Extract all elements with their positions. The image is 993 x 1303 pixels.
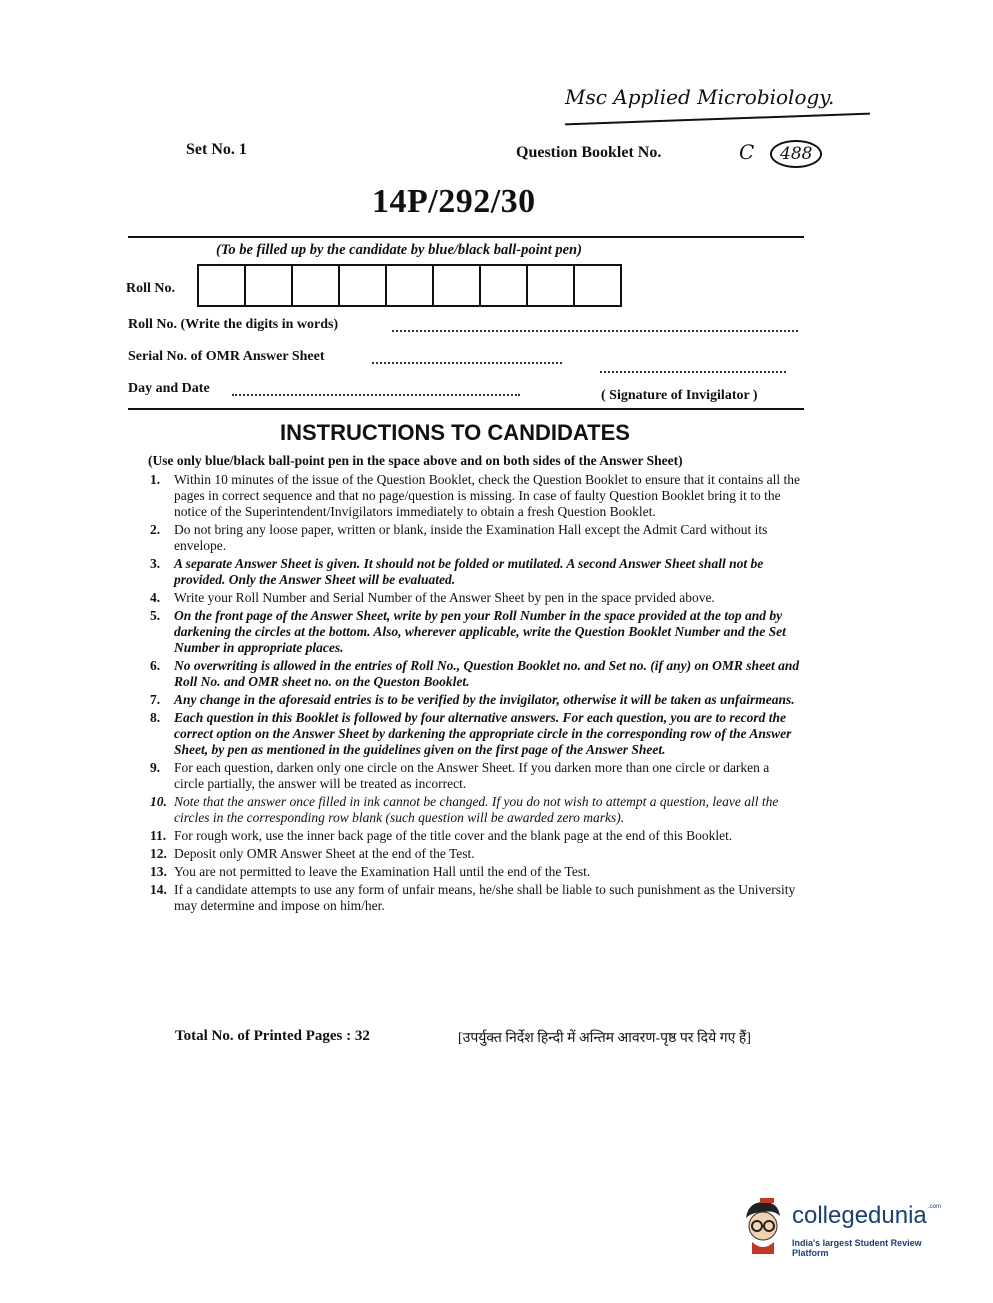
day-date-line[interactable]	[232, 394, 520, 396]
instruction-item: 14. If a candidate attempts to use any form of unfair means, he/she shall be liable to such punishment as the University may determine and impose on him/her.	[150, 882, 796, 913]
instructions-title: INSTRUCTIONS TO CANDIDATES	[280, 420, 630, 445]
instruction-item: 13. You are not permitted to leave the Examination Hall until the end of the Test.	[150, 864, 591, 879]
omr-serial-label: Serial No. of OMR Answer Sheet	[128, 349, 325, 364]
instruction-item: 4. Write your Roll Number and Serial Number of the Answer Sheet by pen in the space prvided above.	[150, 590, 715, 605]
collegedunia-logo	[738, 1196, 958, 1256]
instruction-item: 9. For each question, darken only one circle on the Answer Sheet. If you darken more than one circle or darken a circle partially, the answer will be treated as incorrect.	[150, 760, 770, 791]
question-booklet-label: Question Booklet No.	[516, 144, 662, 161]
instruction-item: 11. For rough work, use the inner back page of the title cover and the blank page at the end of this Booklet.	[150, 828, 733, 843]
roll-digit-box[interactable]	[434, 266, 481, 305]
form-rule	[128, 408, 804, 410]
roll-digit-box[interactable]	[481, 266, 528, 305]
roll-digit-box[interactable]	[340, 266, 387, 305]
brand-tagline: India's largest Student Review Platform	[792, 1238, 922, 1258]
roll-digit-box[interactable]	[246, 266, 293, 305]
roll-words-label: Roll No. (Write the digits in words)	[128, 317, 339, 332]
hindi-note: [उपर्युक्त निर्देश हिन्दी में अन्तिम आवरण-पृष्ठ पर दिये गए हैं]	[458, 1031, 751, 1046]
day-date-label: Day and Date	[128, 381, 210, 396]
instruction-item: 1. Within 10 minutes of the issue of the Question Booklet, check the Question Booklet to ensure that it contains all the pages in correct sequence and that no page/question is missing. In case of faulty Question Booklet bring it to the notice of the Superintendent/Invigilators immediately to obtain a fresh Question Booklet.	[150, 472, 800, 519]
header-rule	[128, 236, 804, 238]
roll-words-line[interactable]	[392, 330, 798, 332]
handwritten-booklet-number: 488	[770, 140, 822, 168]
mascot-icon	[738, 1196, 788, 1254]
instruction-item: 12. Deposit only OMR Answer Sheet at the end of the Test.	[150, 846, 475, 861]
roll-no-label: Roll No.	[126, 281, 175, 296]
instruction-item: 2. Do not bring any loose paper, written or blank, inside the Examination Hall except the Admit Card without its envelope.	[150, 522, 768, 553]
roll-no-boxes[interactable]	[197, 264, 622, 307]
roll-digit-box[interactable]	[199, 266, 246, 305]
instructions-intro: (Use only blue/black ball-point pen in the space above and on both sides of the Answer Sheet)	[148, 453, 683, 468]
instruction-item: 10. Note that the answer once filled in ink cannot be changed. If you do not wish to attempt a question, leave all the circles in the corresponding row blank (such question will be awarded zero marks).	[150, 794, 779, 825]
instruction-item: 6. No overwriting is allowed in the entries of Roll No., Question Booklet no. and Set no. (if any) on OMR sheet and Roll No. and OMR sheet no. on the Queston Booklet.	[150, 658, 800, 689]
signature-line[interactable]	[600, 371, 786, 373]
signature-label: ( Signature of Invigilator )	[601, 388, 758, 403]
instruction-item: 3. A separate Answer Sheet is given. It should not be folded or mutilated. A second Answer Sheet shall not be provided. Only the Answer Sheet will be evaluated.	[150, 556, 764, 587]
brand-name: collegedunia	[792, 1202, 927, 1229]
instruction-item: 5. On the front page of the Answer Sheet, write by pen your Roll Number in the space provided at the top and by darkening the circles at the bottom. Also, wherever applicable, write the Question Booklet Number and the Set Number in appropriate places.	[150, 608, 786, 655]
set-number: Set No. 1	[186, 141, 247, 158]
instructions-list	[146, 472, 802, 916]
roll-digit-box[interactable]	[528, 266, 575, 305]
total-pages: Total No. of Printed Pages : 32	[175, 1028, 370, 1044]
roll-digit-box[interactable]	[387, 266, 434, 305]
instruction-item: 8. Each question in this Booklet is followed by four alternative answers. For each question, you are to record the correct option on the Answer Sheet by darkening the appropriate circle in the corresponding row of the Answer Sheet, by pen as mentioned in the guidelines given on the first page of the Answer Sheet.	[150, 710, 792, 757]
roll-digit-box[interactable]	[293, 266, 340, 305]
roll-digit-box[interactable]	[575, 266, 622, 305]
brand-suffix: .com	[928, 1204, 942, 1210]
handwritten-series: C	[739, 140, 755, 164]
paper-code: 14P/292/30	[372, 183, 536, 220]
handwritten-subject: Msc Applied Microbiology.	[565, 85, 835, 109]
omr-serial-line[interactable]	[372, 362, 562, 364]
fill-instruction: (To be filled up by the candidate by blue/black ball-point pen)	[216, 242, 582, 258]
handwriting-underline	[565, 113, 870, 126]
instruction-item: 7. Any change in the aforesaid entries is to be verified by the invigilator, otherwise it will be taken as unfairmeans.	[150, 692, 795, 707]
